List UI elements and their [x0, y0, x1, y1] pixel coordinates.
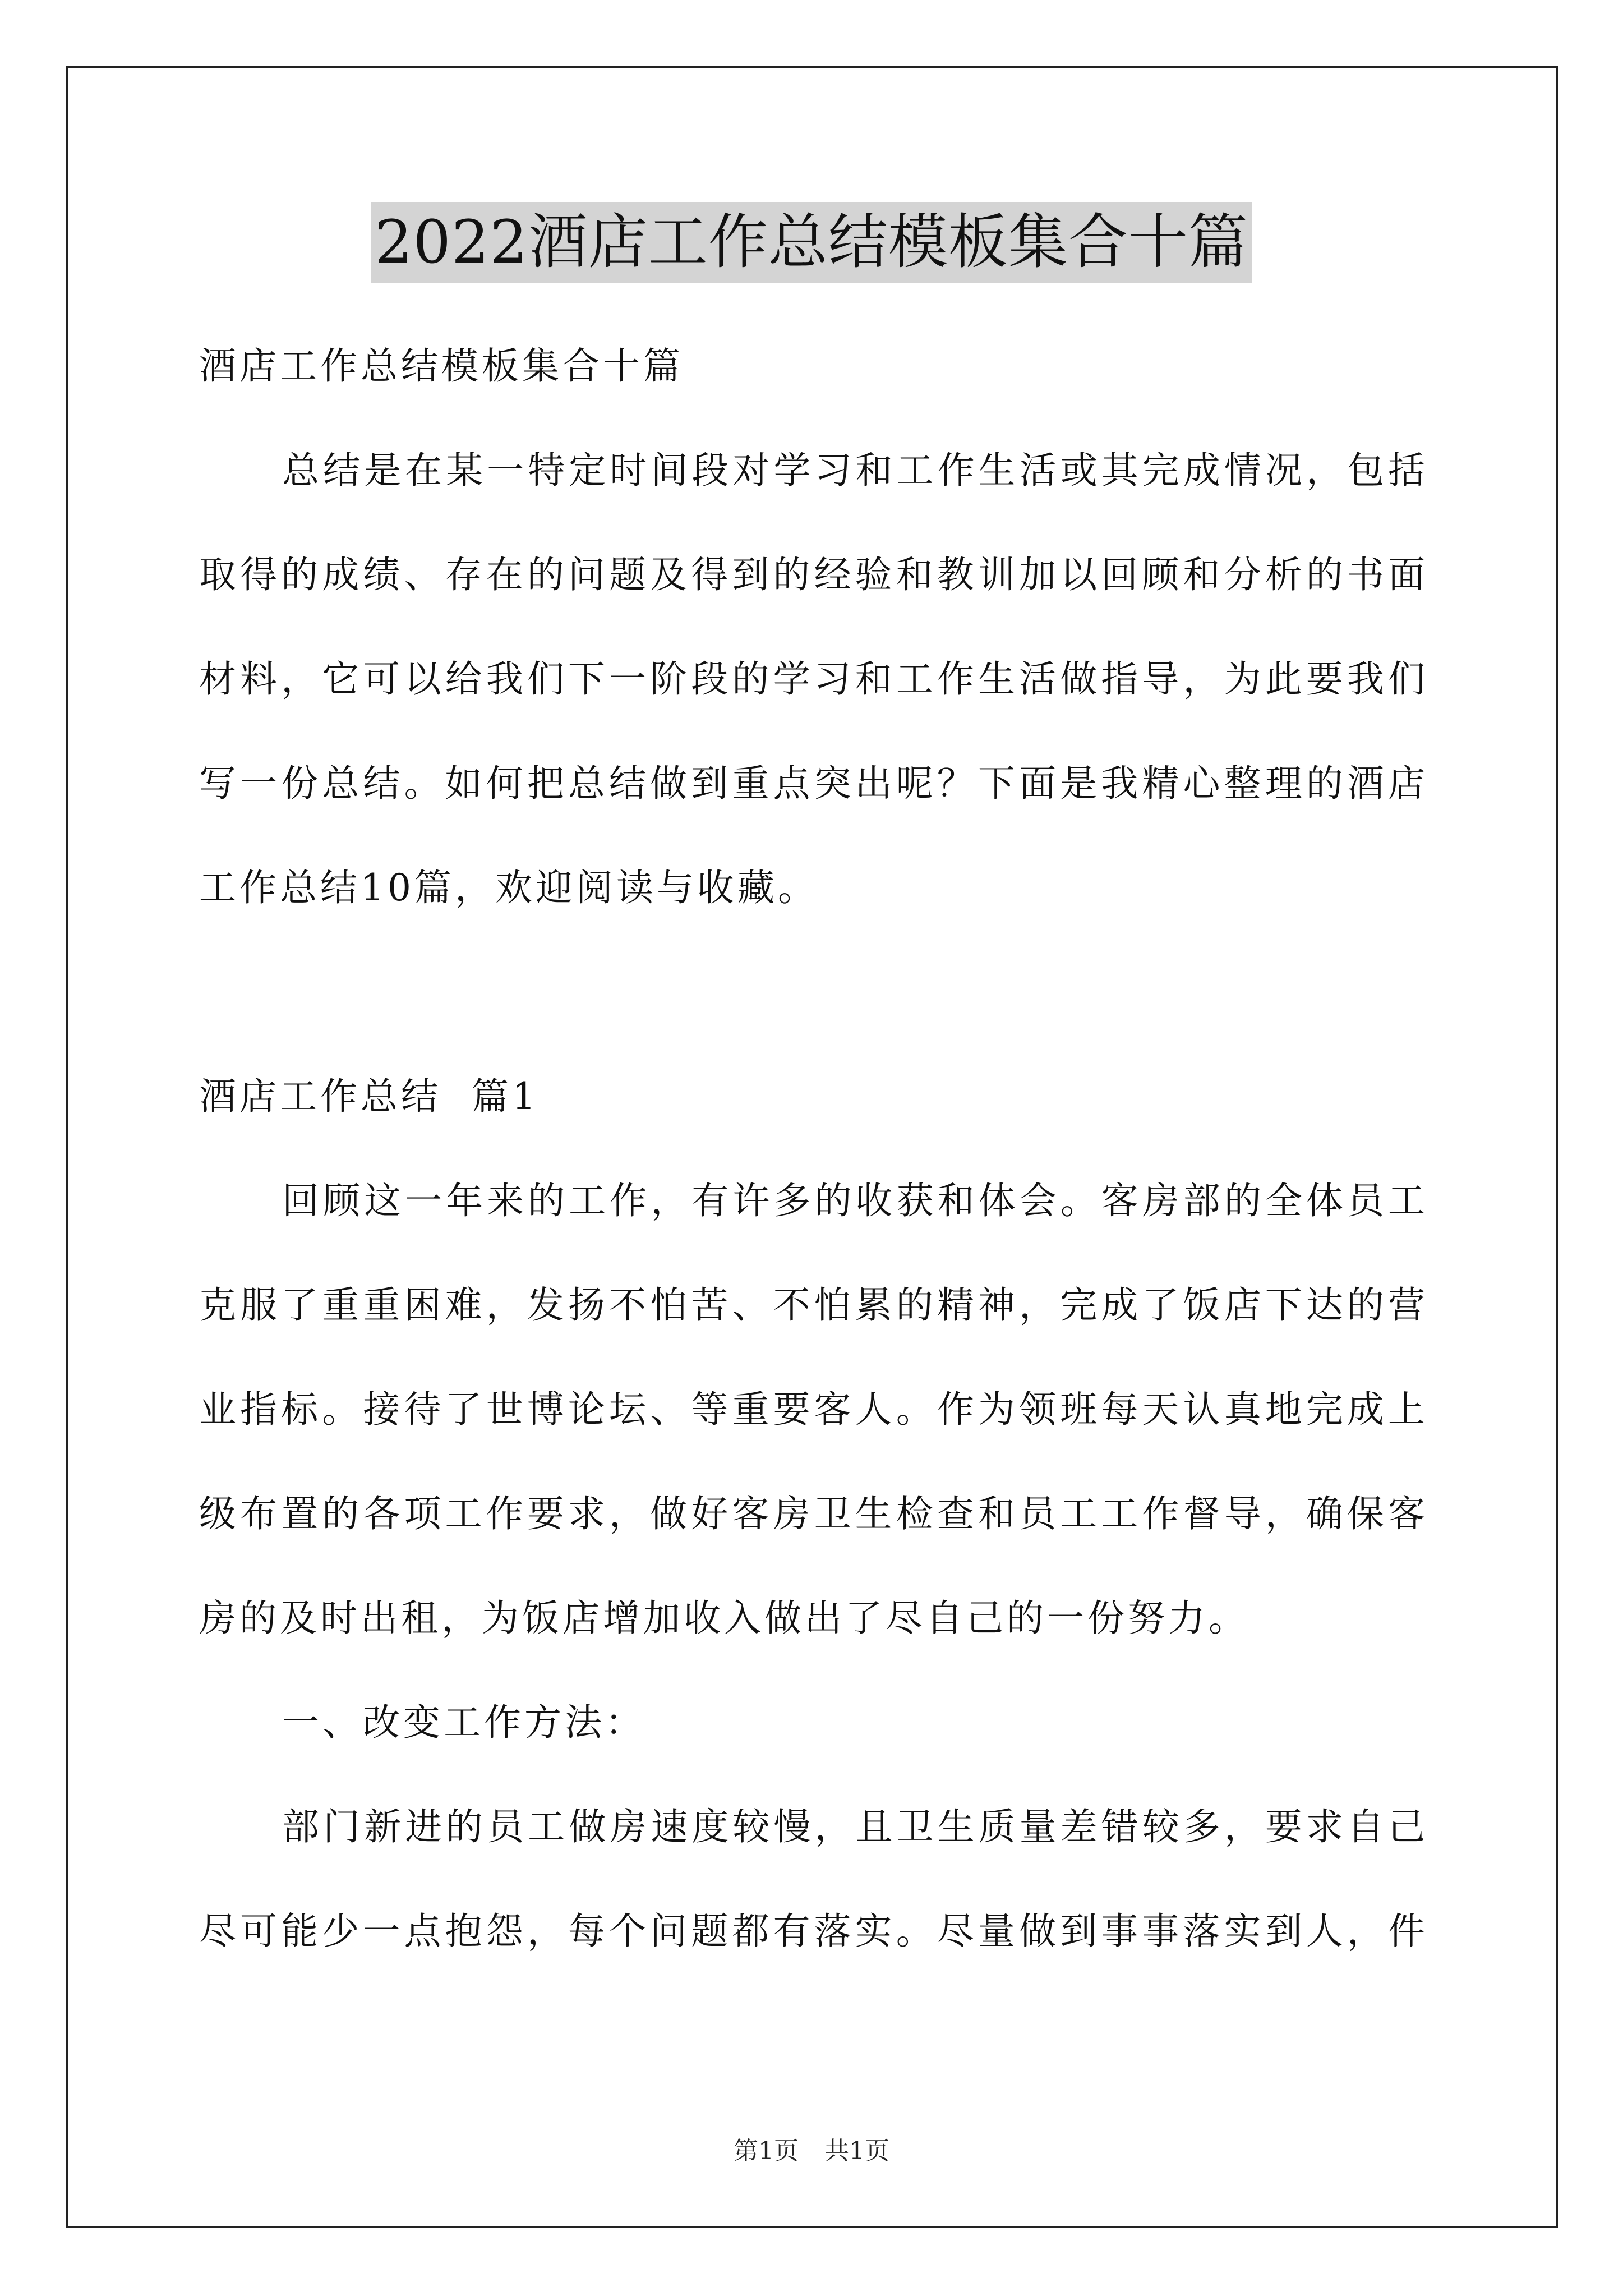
document-subtitle: 酒店工作总结模板集合十篇: [199, 344, 684, 388]
document-title-text: 2022酒店工作总结模板集合十篇: [371, 202, 1252, 283]
paragraph-line: 房的及时出租，为饭店增加收入做出了尽自己的一份努力。: [199, 1596, 1249, 1640]
paragraph-line: 取得的成绩、存在的问题及得到的经验和教训加以回顾和分析的书面: [199, 553, 1428, 596]
paragraph-line: 业指标。接待了世博论坛、等重要客人。作为领班每天认真地完成上: [199, 1388, 1428, 1431]
paragraph-line: 工作总结10篇，欢迎阅读与收藏。: [199, 866, 818, 909]
document-body: [199, 314, 1428, 1984]
paragraph-line: 回顾这一年来的工作，有许多的收获和体会。客房部的全体员工: [282, 1179, 1428, 1222]
page-footer: [0, 2134, 1623, 2168]
blank-line: [199, 940, 1428, 1045]
sub-heading: 一、改变工作方法：: [282, 1701, 645, 1744]
page-total: 共1页: [824, 2137, 889, 2165]
paragraph-line: 尽可能少一点抱怨，每个问题都有落实。尽量做到事事落实到人，件: [199, 1910, 1428, 1953]
section-heading: 酒店工作总结 篇1: [199, 1075, 539, 1118]
page-number: 第1页: [734, 2137, 799, 2165]
document-title: [0, 202, 1623, 283]
paragraph-line: 克服了重重困难，发扬不怕苦、不怕累的精神，完成了饭店下达的营: [199, 1283, 1428, 1327]
paragraph-line: 总结是在某一特定时间段对学习和工作生活或其完成情况，包括: [282, 449, 1428, 492]
paragraph-line: 级布置的各项工作要求，做好客房卫生检查和员工工作督导，确保客: [199, 1492, 1428, 1535]
paragraph-line: 材料，它可以给我们下一阶段的学习和工作生活做指导，为此要我们: [199, 657, 1428, 701]
paragraph-line: 部门新进的员工做房速度较慢，且卫生质量差错较多，要求自己: [282, 1805, 1428, 1848]
paragraph-line: 写一份总结。如何把总结做到重点突出呢？下面是我精心整理的酒店: [199, 762, 1428, 805]
